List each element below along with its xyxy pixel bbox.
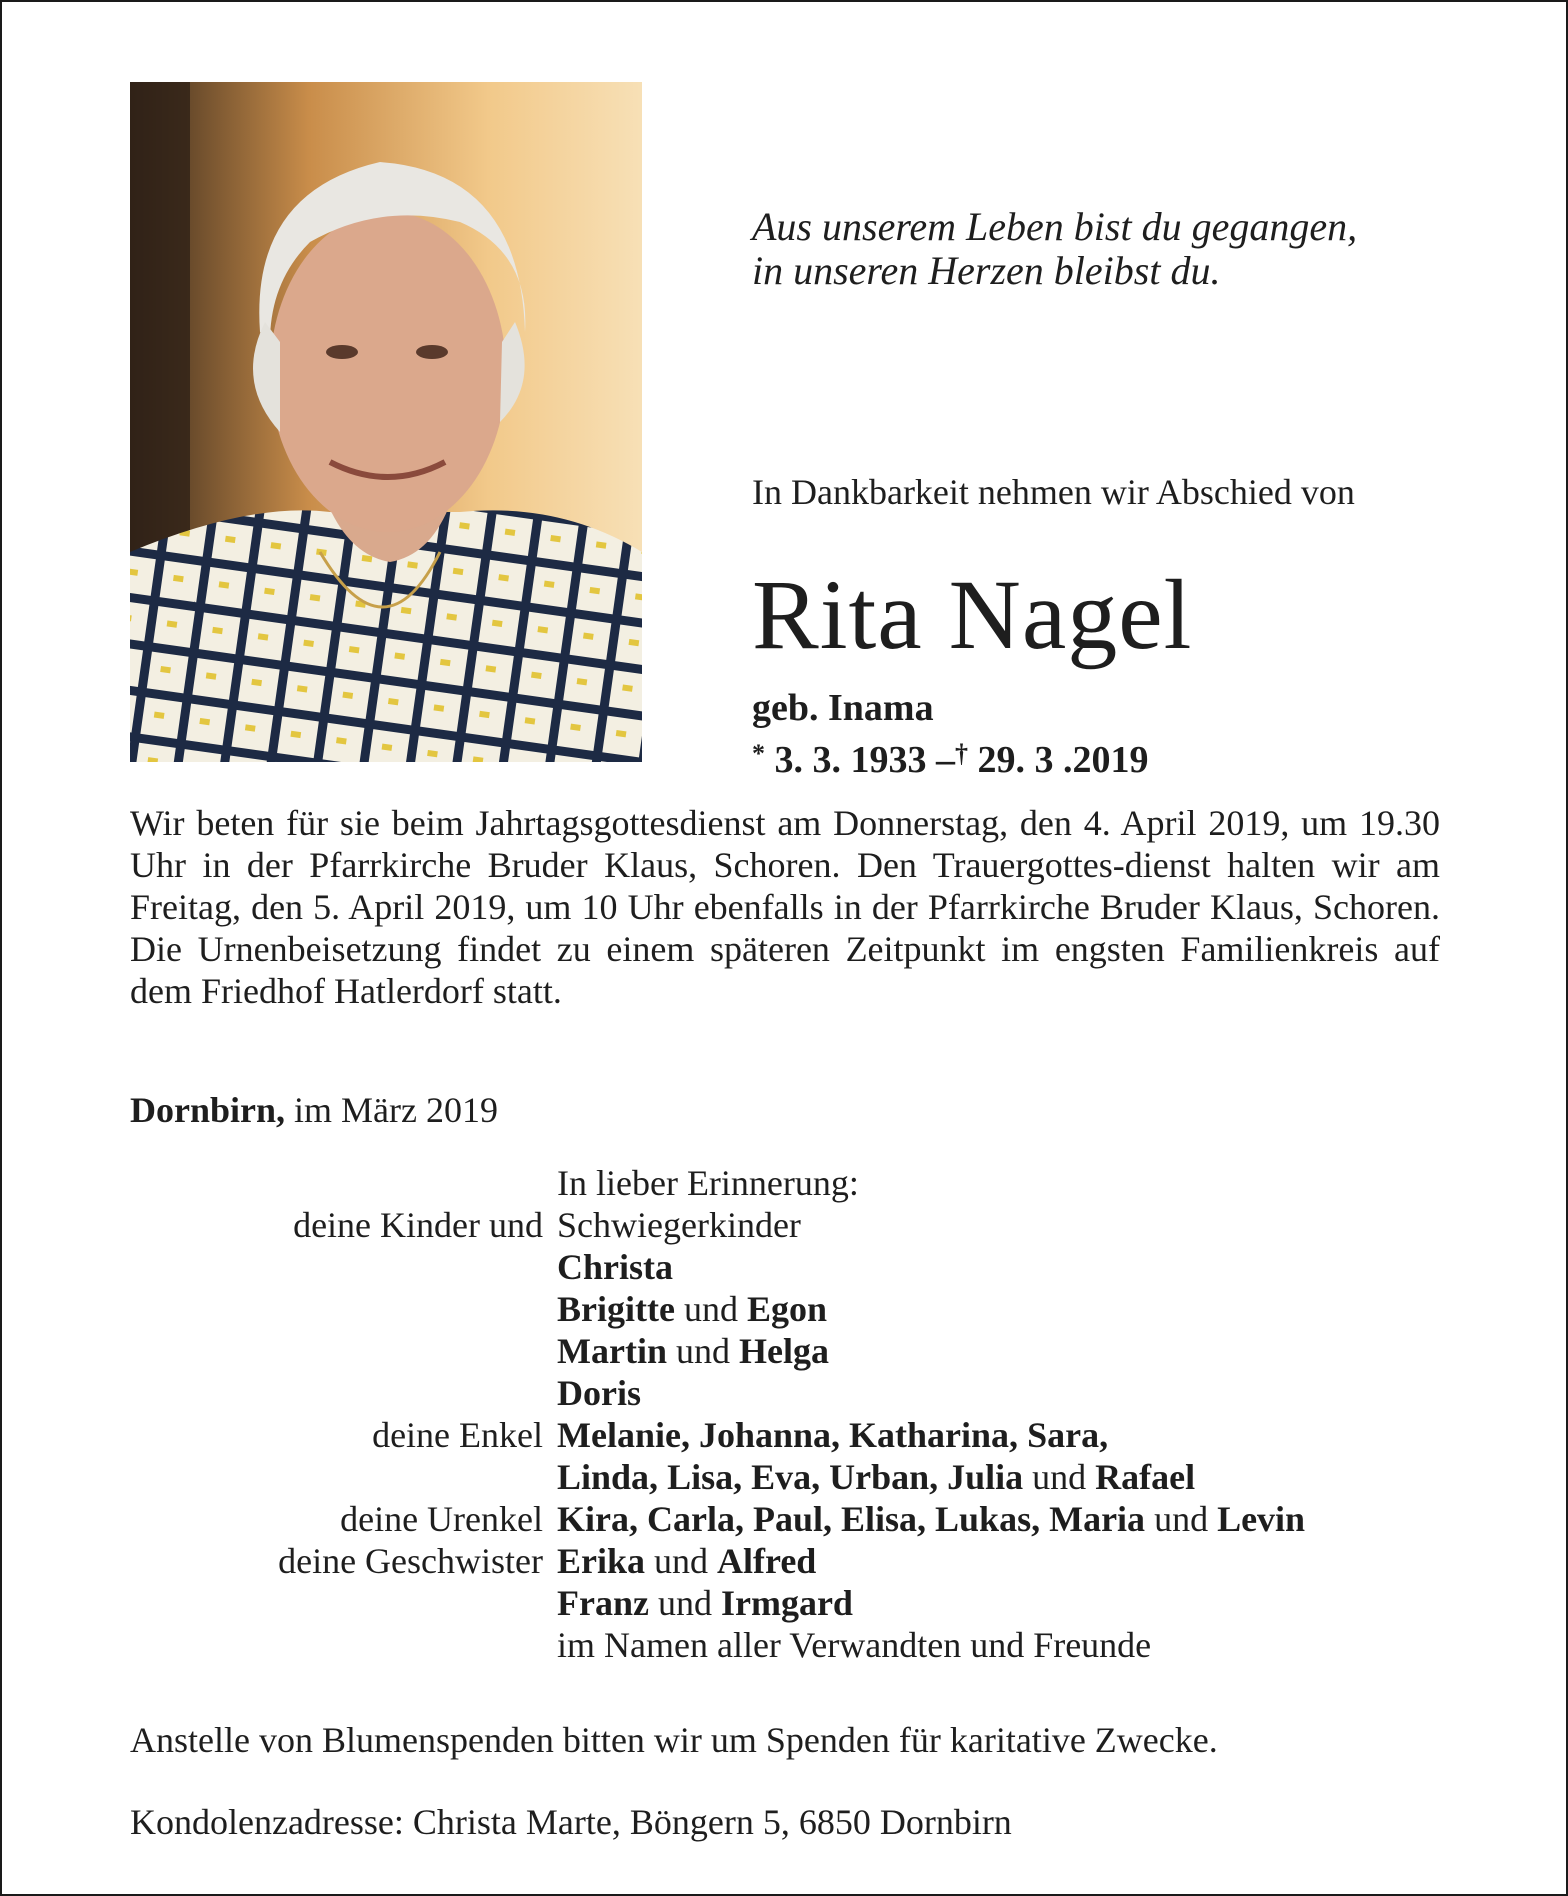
family-row <box>150 1540 1450 1582</box>
family-member: Kira, <box>557 1499 638 1539</box>
family-member: Julia <box>947 1457 1024 1497</box>
date-separator: – <box>936 739 955 781</box>
family-row <box>150 1162 1450 1204</box>
family-closing: im Namen aller Verwandten und Freunde <box>557 1625 1152 1665</box>
life-dates <box>752 730 1149 784</box>
family-member: Rafael <box>1095 1457 1196 1497</box>
and-word: und <box>654 1541 709 1581</box>
family-row <box>150 1288 1450 1330</box>
children-label: deine Kinder und <box>293 1205 543 1245</box>
family-member: Franz <box>557 1583 649 1623</box>
family-member: Carla, <box>646 1499 744 1539</box>
family-member: Helga <box>738 1331 829 1371</box>
motto-line-1: Aus unserem Leben bist du gegangen, <box>752 204 1358 249</box>
family-member: Levin <box>1217 1499 1306 1539</box>
family-row <box>150 1582 1450 1624</box>
family-member: Martin <box>557 1331 667 1371</box>
condolence-address: Kondolenzadresse: Christa Marte, Böngern 5, 6850 Dornbirn <box>130 1802 1012 1842</box>
family-member: Paul, <box>752 1499 832 1539</box>
and-word: und <box>675 1331 730 1371</box>
family-member: Lukas, <box>935 1499 1041 1539</box>
grandchildren-label: deine Enkel <box>372 1415 543 1455</box>
siblings-label: deine Geschwister <box>278 1541 543 1581</box>
family-row <box>150 1246 1450 1288</box>
and-word: und <box>683 1289 738 1329</box>
family-row <box>150 1204 1450 1246</box>
intro-line: In Dankbarkeit nehmen wir Abschied von <box>752 472 1355 512</box>
family-row <box>150 1330 1450 1372</box>
place-month: im März 2019 <box>285 1090 498 1130</box>
family-member: Brigitte <box>557 1289 675 1329</box>
death-symbol: † <box>955 739 968 768</box>
birth-symbol: * <box>752 739 765 768</box>
and-word: und <box>657 1583 712 1623</box>
family-row <box>150 1372 1450 1414</box>
family-member: Melanie, <box>557 1415 690 1455</box>
place-date <box>130 1088 498 1132</box>
greatgrandchildren-label: deine Urenkel <box>340 1499 543 1539</box>
family-member: Doris <box>557 1373 641 1413</box>
family-member: Erika <box>557 1541 646 1581</box>
birth-date: 3. 3. 1933 <box>774 739 927 781</box>
children-suffix: Schwiegerkinder <box>557 1205 801 1245</box>
service-announcement: Wir beten für sie beim Jahrtagsgottesdienst am Donnerstag, den 4. April 2019, um 19.30 Uhr in der Pfarrkirche Bruder Klaus, Schoren. Den Trauergottes-dienst halten wir am Freitag, den 5. April 2019, um 10 Uhr ebenfalls in der Pfarrkirche Bruder Klaus, Schoren. Die Urnenbeisetzung findet zu einem späteren Zeitpunkt im engsten Familienkreis auf dem Friedhof Hatlerdorf statt. <box>130 803 1440 1011</box>
family-member: Sara, <box>1027 1415 1109 1455</box>
family-list <box>150 1162 1450 1666</box>
family-row <box>150 1624 1450 1666</box>
family-member: Eva, <box>751 1457 821 1497</box>
family-member: Irmgard <box>720 1583 853 1623</box>
and-word: und <box>1032 1457 1087 1497</box>
family-heading: In lieber Erinnerung: <box>557 1163 859 1203</box>
death-date: 29. 3 .2019 <box>977 739 1149 781</box>
family-member: Maria <box>1049 1499 1146 1539</box>
place-city: Dornbirn, <box>130 1090 286 1130</box>
family-member: Alfred <box>717 1541 817 1581</box>
family-row <box>150 1456 1450 1498</box>
maiden-name: geb. Inama <box>752 687 934 729</box>
family-row <box>150 1498 1450 1540</box>
deceased-name: Rita Nagel <box>752 559 1193 670</box>
family-member: Elisa, <box>840 1499 927 1539</box>
family-member: Katharina, <box>849 1415 1019 1455</box>
family-member: Johanna, <box>698 1415 841 1455</box>
motto-line-2: in unseren Herzen bleibst du. <box>752 248 1221 293</box>
donation-note: Anstelle von Blumenspenden bitten wir um Spenden für karitative Zwecke. <box>130 1720 1218 1760</box>
family-member: Linda, <box>557 1457 659 1497</box>
family-member: Christa <box>557 1247 673 1287</box>
portrait-photo <box>130 82 642 762</box>
family-member: Lisa, <box>667 1457 743 1497</box>
family-member: Urban, <box>829 1457 939 1497</box>
family-member: Egon <box>746 1289 827 1329</box>
and-word: und <box>1154 1499 1209 1539</box>
family-row <box>150 1414 1450 1456</box>
motto-quote <box>752 205 1372 293</box>
